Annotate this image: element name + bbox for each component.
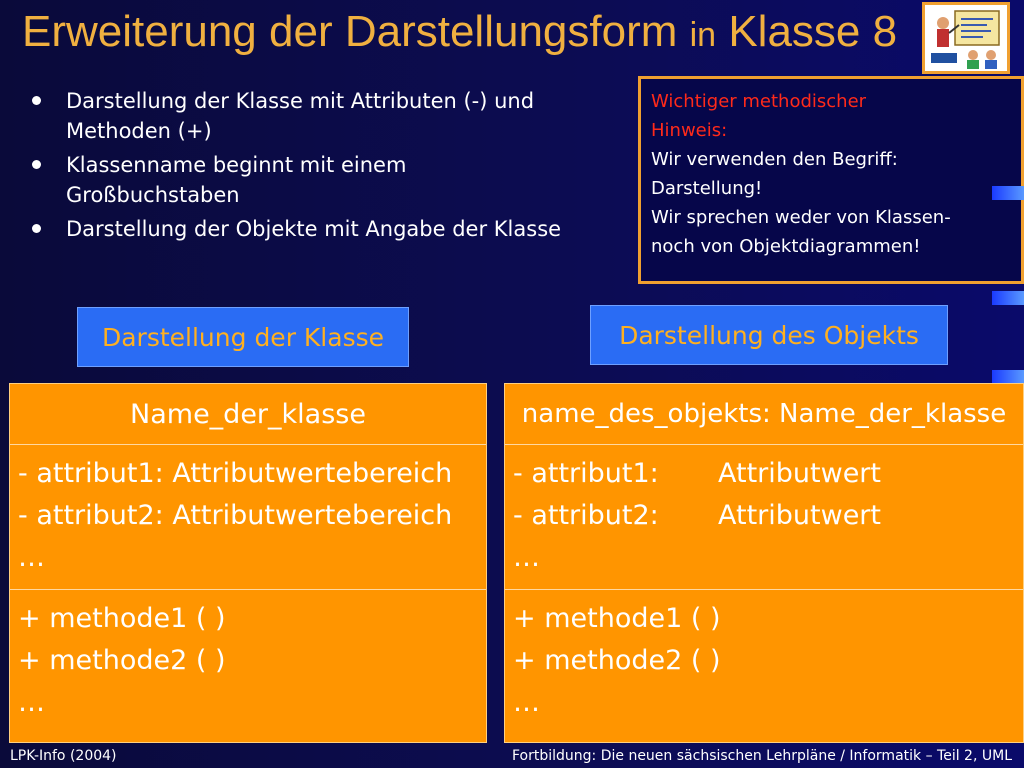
object-attributes <box>505 445 1023 590</box>
object-attribute-row <box>513 453 1015 495</box>
note-line: Darstellung! <box>651 178 763 199</box>
bullet-text: Darstellung der Objekte mit Angabe der Klasse <box>66 217 562 241</box>
object-attribute-value: Attributwert <box>718 458 881 489</box>
note-line: Wir verwenden den Begriff: <box>651 149 898 170</box>
object-method: + methode2 ( ) <box>513 645 721 676</box>
object-attribute-key: - attribut1: <box>513 458 659 489</box>
class-method: … <box>18 687 45 718</box>
title-small: in <box>689 16 717 54</box>
bullet-dot-icon <box>32 160 41 169</box>
class-diagram-box <box>9 383 487 743</box>
bullet-text: Darstellung der Klasse mit Attributen (-) und Methoden (+) <box>66 89 535 143</box>
bullet-text: Klassenname beginnt mit einem Großbuchstaben <box>66 153 407 207</box>
bullet-dot-icon <box>32 224 41 233</box>
class-attribute: … <box>18 542 45 573</box>
class-method: + methode1 ( ) <box>18 603 226 634</box>
slide-title <box>22 4 922 63</box>
object-diagram-box <box>504 383 1024 743</box>
class-attributes <box>10 445 486 590</box>
object-attribute-row <box>513 495 1015 537</box>
note-heading-line1: Wichtiger methodischer <box>651 91 867 112</box>
bullet-item <box>30 150 570 210</box>
object-attribute-more: … <box>513 542 540 573</box>
object-method: + methode1 ( ) <box>513 603 721 634</box>
footer-left: LPK-Info (2004) <box>10 748 117 764</box>
note-line: Wir sprechen weder von Klassen- <box>651 207 951 228</box>
class-attribute: - attribut2: Attributwertebereich <box>18 500 453 531</box>
class-label: Darstellung der Klasse <box>77 307 409 367</box>
title-end: Klasse 8 <box>728 7 898 56</box>
object-method: … <box>513 687 540 718</box>
object-attribute-key: - attribut2: <box>513 500 659 531</box>
object-methods <box>505 590 1023 724</box>
note-heading-line2: Hinweis: <box>651 120 728 141</box>
object-name: name_des_objekts: Name_der_klasse <box>505 384 1023 445</box>
decorative-blue-bar <box>992 186 1024 200</box>
method-note-box <box>638 76 1024 284</box>
footer-right: Fortbildung: Die neuen sächsischen Lehrpläne / Informatik – Teil 2, UML <box>512 748 1012 764</box>
class-methods <box>10 590 486 724</box>
bullet-item <box>30 214 570 244</box>
bullet-item <box>30 86 570 146</box>
class-method: + methode2 ( ) <box>18 645 226 676</box>
object-attribute-value: Attributwert <box>718 500 881 531</box>
class-attribute: - attribut1: Attributwertebereich <box>18 458 453 489</box>
note-line: noch von Objektdiagrammen! <box>651 236 921 257</box>
decorative-blue-bar <box>992 291 1024 305</box>
class-name: Name_der_klasse <box>10 384 486 445</box>
title-main: Erweiterung der Darstellungsform <box>22 7 678 56</box>
teacher-presentation-icon <box>922 2 1010 74</box>
bullet-list <box>30 86 570 248</box>
bullet-dot-icon <box>32 96 41 105</box>
decorative-blue-bar <box>992 370 1024 384</box>
object-label: Darstellung des Objekts <box>590 305 948 365</box>
